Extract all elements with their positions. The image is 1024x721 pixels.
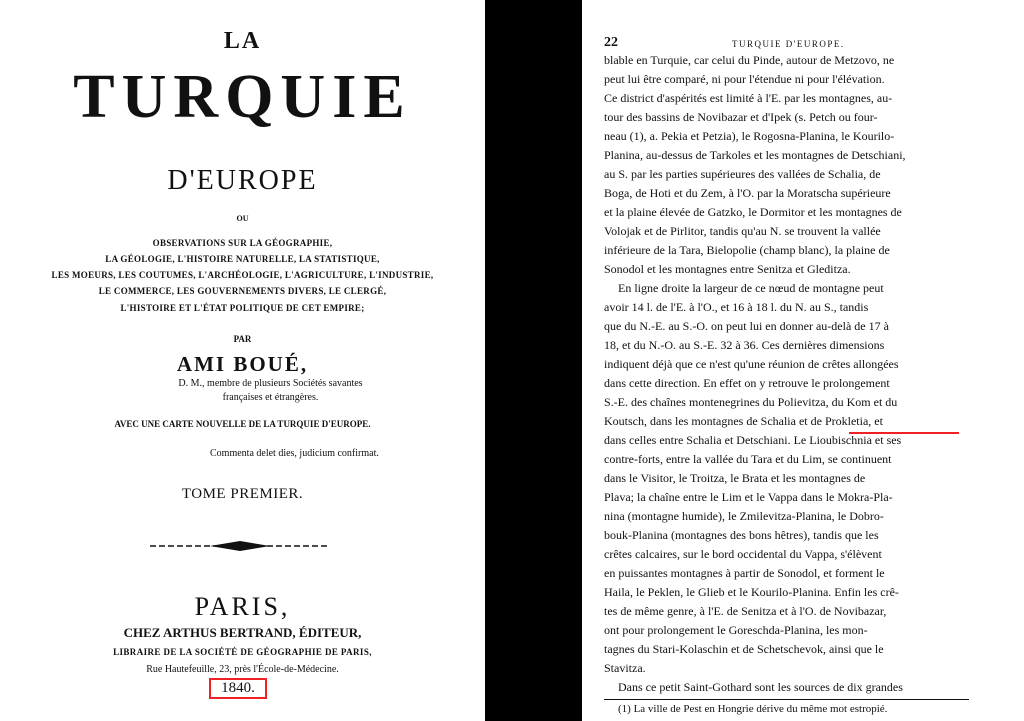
text-line: Planina, au-dessus de Tarkoles et les montagnes de Detschiani, xyxy=(604,148,906,162)
text-line: En ligne droite la largeur de ce nœud de montagne peut xyxy=(618,281,884,295)
subtitle-line: LA GÉOLOGIE, L'HISTOIRE NATURELLE, LA STATISTIQUE, xyxy=(105,254,380,264)
map-note: AVEC UNE CARTE NOUVELLE DE LA TURQUIE D'EUROPE. xyxy=(114,419,371,429)
text-line: Boga, de Hoti et du Zem, à l'O. par la Moratscha supérieure xyxy=(604,186,891,200)
text-line: crêtes calcaires, sur le bord occidental du Vappa, s'élèvent xyxy=(604,547,882,561)
text-line: neau (1), a. Pekia et Petzia), le Rogosna-Planina, le Kourilo- xyxy=(604,129,895,143)
author-name: AMI BOUÉ, xyxy=(176,352,309,376)
page-gutter xyxy=(485,0,582,721)
text-line: Sonodol et les montagnes entre Senitza et Gleditza. xyxy=(604,262,851,276)
volume-label: TOME PREMIER. xyxy=(181,486,304,502)
text-line: S.-E. des chaînes montenegrines du Polievitza, du Kom et du xyxy=(604,395,898,409)
text-line: Stavitza. xyxy=(604,661,646,675)
text-page xyxy=(582,0,1024,721)
text-line: tour des bassins de Novibazar et d'Ipek (s. Petch ou four- xyxy=(604,110,878,124)
text-line: Plava; la chaîne entre le Lim et le Vappa dans le Mokra-Pla- xyxy=(604,490,893,504)
subtitle-line: LES MOEURS, LES COUTUMES, L'ARCHÉOLOGIE, L'AGRICULTURE, L'INDUSTRIE, xyxy=(51,270,434,280)
text-line: Volojak et de Pirlitor, tandis qu'au N. se trouvent la vallée xyxy=(604,224,881,238)
footnote: (1) La ville de Pest en Hongrie dérive du même mot estropié. xyxy=(618,703,888,715)
text-line: dans celles entre Schalia et Detschiani. Le Lioubischnia et ses xyxy=(604,433,902,447)
text-line: au S. par les parties supérieures des vallées de Schalia, de xyxy=(604,167,881,181)
subtitle-line: OBSERVATIONS SUR LA GÉOGRAPHIE, xyxy=(152,238,333,248)
by-label: PAR xyxy=(233,334,252,344)
publisher: CHEZ ARTHUS BERTRAND, ÉDITEUR, xyxy=(123,625,362,640)
title-page xyxy=(0,0,485,721)
motto: Commenta delet dies, judicium confirmat. xyxy=(210,448,379,459)
text-line: Ce district d'aspérités est limité à l'E. par les montagnes, au- xyxy=(604,91,893,105)
text-line: indiquent déjà que ce n'est qu'une réunion de crêtes allongées xyxy=(604,357,899,371)
ornament-rule xyxy=(150,536,330,556)
text-line: contre-forts, entre la vallée du Tara et du Lim, se continuent xyxy=(604,452,892,466)
title-main: TURQUIE xyxy=(73,63,412,131)
text-line: que du N.-E. au S.-O. on peut lui en donner au-delà de 17 à xyxy=(604,319,889,333)
text-line: blable en Turquie, car celui du Pinde, autour de Metzovo, ne xyxy=(604,53,895,67)
subtitle-line: L'HISTOIRE ET L'ÉTAT POLITIQUE DE CET EMPIRE; xyxy=(120,303,365,313)
title-article: LA xyxy=(223,28,262,54)
text-line: avoir 14 l. de l'E. à l'O., et 16 à 18 l. du N. au S., tandis xyxy=(604,300,869,314)
subtitle-line: LE COMMERCE, LES GOUVERNEMENTS DIVERS, LE CLERGÉ, xyxy=(98,286,387,296)
title-sub: D'EUROPE xyxy=(167,165,318,196)
footnote-separator xyxy=(604,699,969,700)
text-line: Haila, le Peklen, le Glieb et le Kourilo-Planina. Enfin les crê- xyxy=(604,585,899,599)
text-line: dans le Visitor, le Troitza, le Brata et les montagnes de xyxy=(604,471,866,485)
text-line: dans cette direction. En effet on y retrouve le prolongement xyxy=(604,376,890,390)
text-line: Dans ce petit Saint-Gothard sont les sources de dix grandes xyxy=(618,680,903,694)
text-line: tagnes du Stari-Kolaschin et de Schetschevok, ainsi que le xyxy=(604,642,884,656)
running-title: TURQUIE D'EUROPE. xyxy=(732,39,845,49)
text-line: bouk-Planina (montagnes des bons hêtres), tandis que les xyxy=(604,528,879,542)
text-line: tes de même genre, à l'E. de Senitza et à l'O. de Novibazar, xyxy=(604,604,887,618)
text-line: ont pour prolongement le Goreschda-Planina, les mon- xyxy=(604,623,868,637)
text-line: nina (montagne humide), le Zmilevitza-Planina, le Dobro- xyxy=(604,509,884,523)
text-line: inférieure de la Tara, Bielopolie (champ blanc), la plaine de xyxy=(604,243,890,257)
page-number: 22 xyxy=(604,35,618,50)
title-ou: OU xyxy=(236,214,249,223)
text-line: peut lui être comparé, ni pour l'étendue ni pour l'élévation. xyxy=(604,72,885,86)
text-line: 18, et du N.-O. au S.-E. 32 à 36. Ces dernières dimensions xyxy=(604,338,885,352)
publication-city: PARIS, xyxy=(194,592,291,621)
text-line: en puissantes montagnes à partir de Sonodol, et forment le xyxy=(604,566,885,580)
text-line: Koutsch, dans les montagnes de Schalia et de Prokletia, et xyxy=(604,414,883,428)
author-description: françaises et étrangères. xyxy=(222,392,319,403)
publisher-affiliation: LIBRAIRE DE LA SOCIÉTÉ DE GÉOGRAPHIE DE PARIS, xyxy=(113,647,372,657)
text-line: et la plaine élevée de Gatzko, le Dormitor et les montagnes de xyxy=(604,205,902,219)
author-description: D. M., membre de plusieurs Sociétés savantes xyxy=(178,378,363,389)
publication-year-highlight: 1840. xyxy=(209,678,267,699)
publisher-address: Rue Hautefeuille, 23, près l'École-de-Médecine. xyxy=(146,664,339,675)
